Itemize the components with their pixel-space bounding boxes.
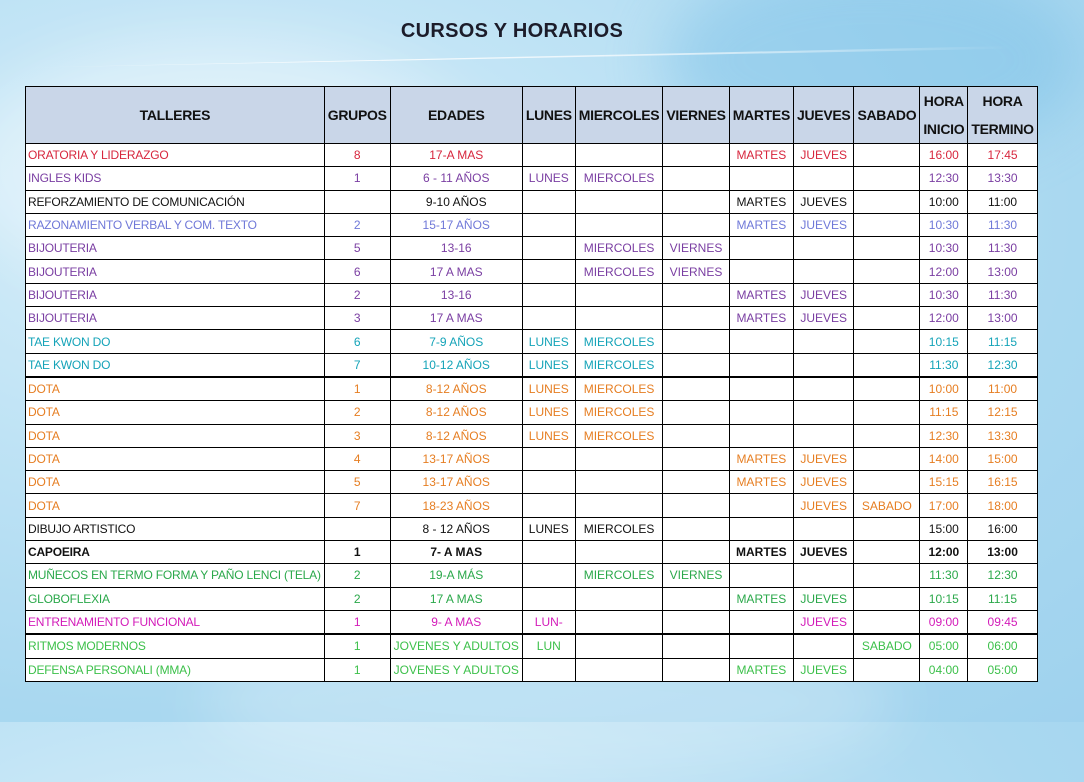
cell-viernes <box>663 471 729 494</box>
cell-taller: MUÑECOS EN TERMO FORMA Y PAÑO LENCI (TELA) <box>26 564 325 587</box>
table-row <box>26 541 1038 564</box>
cell-lunes <box>522 587 575 610</box>
cell-edades: 13-16 <box>390 283 522 306</box>
cell-sabado <box>854 610 920 634</box>
cell-grupo: 8 <box>324 144 390 167</box>
cell-lunes <box>522 564 575 587</box>
cell-sabado <box>854 283 920 306</box>
cell-viernes <box>663 658 729 681</box>
cell-grupo: 2 <box>324 213 390 236</box>
cell-hora-inicio: 12:00 <box>920 541 968 564</box>
cell-martes <box>729 517 793 540</box>
cell-grupo: 3 <box>324 307 390 330</box>
cell-hora-inicio: 10:30 <box>920 237 968 260</box>
cell-edades: 9-10 AÑOS <box>390 190 522 213</box>
cell-hora-termino: 11:15 <box>968 587 1037 610</box>
cell-miercoles <box>575 494 663 517</box>
cell-taller: TAE KWON DO <box>26 330 325 353</box>
cell-martes <box>729 610 793 634</box>
cell-hora-inicio: 10:00 <box>920 190 968 213</box>
cell-sabado <box>854 517 920 540</box>
table-row <box>26 167 1038 190</box>
cell-jueves: JUEVES <box>794 494 854 517</box>
cell-grupo: 1 <box>324 377 390 401</box>
cell-martes: MARTES <box>729 213 793 236</box>
cell-edades: JOVENES Y ADULTOS <box>390 634 522 658</box>
cell-hora-inicio: 10:30 <box>920 213 968 236</box>
cell-sabado <box>854 471 920 494</box>
cell-sabado <box>854 190 920 213</box>
cell-edades: 19-A MÁS <box>390 564 522 587</box>
cell-hora-termino: 11:30 <box>968 213 1037 236</box>
cell-miercoles <box>575 307 663 330</box>
cell-hora-inicio: 12:30 <box>920 167 968 190</box>
cell-jueves <box>794 167 854 190</box>
cell-viernes <box>663 401 729 424</box>
cell-jueves: JUEVES <box>794 447 854 470</box>
cell-hora-termino: 12:30 <box>968 353 1037 377</box>
cell-edades: 9- A MAS <box>390 610 522 634</box>
cell-hora-inicio: 16:00 <box>920 144 968 167</box>
cell-martes: MARTES <box>729 190 793 213</box>
cell-edades: JOVENES Y ADULTOS <box>390 658 522 681</box>
table-row <box>26 353 1038 377</box>
cell-lunes: LUNES <box>522 330 575 353</box>
cell-miercoles: MIERCOLES <box>575 377 663 401</box>
cell-hora-termino: 11:30 <box>968 237 1037 260</box>
cell-viernes <box>663 144 729 167</box>
cell-sabado <box>854 587 920 610</box>
table-row <box>26 283 1038 306</box>
table-row <box>26 447 1038 470</box>
cell-sabado <box>854 564 920 587</box>
cell-martes: MARTES <box>729 587 793 610</box>
cell-jueves: JUEVES <box>794 307 854 330</box>
cell-lunes <box>522 541 575 564</box>
cell-grupo: 2 <box>324 564 390 587</box>
cell-sabado <box>854 658 920 681</box>
cell-taller: BIJOUTERIA <box>26 237 325 260</box>
cell-martes: MARTES <box>729 144 793 167</box>
cell-grupo: 1 <box>324 541 390 564</box>
cell-viernes <box>663 283 729 306</box>
cell-edades: 7- A MAS <box>390 541 522 564</box>
cell-edades: 8 - 12 AÑOS <box>390 517 522 540</box>
cell-miercoles: MIERCOLES <box>575 260 663 283</box>
cell-martes <box>729 377 793 401</box>
cell-jueves <box>794 377 854 401</box>
cell-sabado <box>854 237 920 260</box>
cell-edades: 13-17 AÑOS <box>390 447 522 470</box>
cell-jueves: JUEVES <box>794 144 854 167</box>
cell-grupo: 6 <box>324 260 390 283</box>
cell-viernes <box>663 190 729 213</box>
cell-edades: 17-A MAS <box>390 144 522 167</box>
cell-edades: 17 A MAS <box>390 260 522 283</box>
cell-edades: 17 A MAS <box>390 307 522 330</box>
cell-miercoles <box>575 190 663 213</box>
schedule-table <box>25 86 1038 682</box>
cell-hora-termino: 09:45 <box>968 610 1037 634</box>
cell-viernes <box>663 307 729 330</box>
cell-hora-inicio: 09:00 <box>920 610 968 634</box>
cell-martes <box>729 401 793 424</box>
cell-miercoles: MIERCOLES <box>575 424 663 447</box>
cell-viernes <box>663 634 729 658</box>
table-row <box>26 190 1038 213</box>
table-row <box>26 471 1038 494</box>
table-row <box>26 424 1038 447</box>
cell-taller: BIJOUTERIA <box>26 307 325 330</box>
table-row <box>26 144 1038 167</box>
cell-hora-termino: 11:00 <box>968 190 1037 213</box>
cell-viernes: VIERNES <box>663 237 729 260</box>
header-martes: MARTES <box>729 87 793 144</box>
cell-martes: MARTES <box>729 471 793 494</box>
cell-taller: RAZONAMIENTO VERBAL Y COM. TEXTO <box>26 213 325 236</box>
cell-martes: MARTES <box>729 541 793 564</box>
cell-hora-inicio: 12:00 <box>920 307 968 330</box>
cell-hora-inicio: 04:00 <box>920 658 968 681</box>
cell-taller: RITMOS MODERNOS <box>26 634 325 658</box>
cell-sabado <box>854 167 920 190</box>
cell-martes <box>729 167 793 190</box>
cell-jueves: JUEVES <box>794 541 854 564</box>
schedule-body <box>26 144 1038 682</box>
cell-jueves <box>794 260 854 283</box>
cell-taller: REFORZAMIENTO DE COMUNICACIÓN <box>26 190 325 213</box>
cell-hora-inicio: 11:30 <box>920 564 968 587</box>
cell-sabado: SABADO <box>854 494 920 517</box>
cell-jueves <box>794 517 854 540</box>
table-row <box>26 564 1038 587</box>
cell-miercoles <box>575 447 663 470</box>
table-header-row <box>26 87 1038 144</box>
cell-lunes <box>522 144 575 167</box>
cell-miercoles: MIERCOLES <box>575 401 663 424</box>
cell-lunes <box>522 237 575 260</box>
cell-jueves: JUEVES <box>794 471 854 494</box>
cell-hora-inicio: 14:00 <box>920 447 968 470</box>
cell-miercoles <box>575 283 663 306</box>
cell-lunes <box>522 190 575 213</box>
cell-lunes: LUNES <box>522 377 575 401</box>
cell-hora-termino: 13:30 <box>968 424 1037 447</box>
cell-lunes: LUNES <box>522 517 575 540</box>
header-jueves: JUEVES <box>794 87 854 144</box>
cell-grupo: 2 <box>324 401 390 424</box>
cell-taller: DOTA <box>26 494 325 517</box>
cell-martes <box>729 634 793 658</box>
cell-miercoles <box>575 541 663 564</box>
cell-lunes: LUNES <box>522 401 575 424</box>
cell-hora-termino: 12:30 <box>968 564 1037 587</box>
cell-miercoles <box>575 610 663 634</box>
cell-grupo: 6 <box>324 330 390 353</box>
cell-taller: DEFENSA PERSONALI (MMA) <box>26 658 325 681</box>
cell-grupo <box>324 517 390 540</box>
cell-edades: 8-12 AÑOS <box>390 424 522 447</box>
cell-sabado <box>854 307 920 330</box>
cell-lunes <box>522 307 575 330</box>
cell-sabado <box>854 213 920 236</box>
cell-viernes <box>663 541 729 564</box>
cell-viernes: VIERNES <box>663 564 729 587</box>
cell-miercoles <box>575 587 663 610</box>
header-miercoles: MIERCOLES <box>575 87 663 144</box>
cell-lunes <box>522 494 575 517</box>
cell-lunes <box>522 658 575 681</box>
cell-edades: 10-12 AÑOS <box>390 353 522 377</box>
cell-hora-termino: 13:00 <box>968 541 1037 564</box>
cell-taller: ENTRENAMIENTO FUNCIONAL <box>26 610 325 634</box>
cell-martes: MARTES <box>729 447 793 470</box>
cell-taller: CAPOEIRA <box>26 541 325 564</box>
cell-hora-inicio: 11:30 <box>920 353 968 377</box>
cell-grupo: 3 <box>324 424 390 447</box>
cell-lunes: LUNES <box>522 167 575 190</box>
cell-miercoles: MIERCOLES <box>575 353 663 377</box>
header-hora-inicio: HORA INICIO <box>920 87 968 144</box>
cell-sabado <box>854 541 920 564</box>
cell-hora-termino: 16:15 <box>968 471 1037 494</box>
cell-edades: 13-17 AÑOS <box>390 471 522 494</box>
table-row <box>26 401 1038 424</box>
cell-grupo: 7 <box>324 353 390 377</box>
cell-taller: DOTA <box>26 447 325 470</box>
cell-jueves <box>794 634 854 658</box>
cell-miercoles: MIERCOLES <box>575 330 663 353</box>
cell-hora-inicio: 10:30 <box>920 283 968 306</box>
cell-grupo: 1 <box>324 634 390 658</box>
cell-jueves <box>794 237 854 260</box>
header-talleres: TALLERES <box>26 87 325 144</box>
cell-miercoles <box>575 213 663 236</box>
cell-martes <box>729 564 793 587</box>
cell-hora-termino: 18:00 <box>968 494 1037 517</box>
cell-hora-termino: 16:00 <box>968 517 1037 540</box>
cell-sabado <box>854 330 920 353</box>
cell-hora-termino: 11:00 <box>968 377 1037 401</box>
cell-hora-termino: 13:00 <box>968 307 1037 330</box>
table-row <box>26 587 1038 610</box>
table-row <box>26 610 1038 634</box>
cell-miercoles: MIERCOLES <box>575 564 663 587</box>
cell-edades: 17 A MAS <box>390 587 522 610</box>
cell-hora-inicio: 15:15 <box>920 471 968 494</box>
cell-jueves <box>794 424 854 447</box>
cell-miercoles <box>575 144 663 167</box>
cell-miercoles <box>575 658 663 681</box>
cell-sabado <box>854 260 920 283</box>
cell-hora-inicio: 15:00 <box>920 517 968 540</box>
cell-grupo: 1 <box>324 610 390 634</box>
cell-taller: ORATORIA Y LIDERAZGO <box>26 144 325 167</box>
cell-viernes: VIERNES <box>663 260 729 283</box>
cell-hora-termino: 11:15 <box>968 330 1037 353</box>
table-row <box>26 307 1038 330</box>
table-row <box>26 658 1038 681</box>
cell-hora-termino: 13:30 <box>968 167 1037 190</box>
cell-viernes <box>663 494 729 517</box>
cell-martes <box>729 424 793 447</box>
cell-taller: BIJOUTERIA <box>26 260 325 283</box>
cell-grupo: 7 <box>324 494 390 517</box>
cell-edades: 18-23 AÑOS <box>390 494 522 517</box>
table-row <box>26 634 1038 658</box>
cell-edades: 13-16 <box>390 237 522 260</box>
cell-jueves: JUEVES <box>794 658 854 681</box>
cell-sabado <box>854 401 920 424</box>
cell-taller: INGLES KIDS <box>26 167 325 190</box>
cell-edades: 8-12 AÑOS <box>390 377 522 401</box>
cell-taller: DOTA <box>26 401 325 424</box>
table-row <box>26 237 1038 260</box>
cell-hora-termino: 15:00 <box>968 447 1037 470</box>
cell-grupo: 1 <box>324 658 390 681</box>
cell-lunes <box>522 213 575 236</box>
table-row <box>26 260 1038 283</box>
cell-hora-termino: 11:30 <box>968 283 1037 306</box>
cell-jueves: JUEVES <box>794 610 854 634</box>
cell-viernes <box>663 213 729 236</box>
header-edades: EDADES <box>390 87 522 144</box>
cell-hora-inicio: 12:30 <box>920 424 968 447</box>
page-title: CURSOS Y HORARIOS <box>400 20 624 42</box>
cell-hora-termino: 13:00 <box>968 260 1037 283</box>
header-hora-termino: HORA TERMINO <box>968 87 1037 144</box>
cell-jueves <box>794 353 854 377</box>
cell-sabado <box>854 377 920 401</box>
cell-taller: BIJOUTERIA <box>26 283 325 306</box>
cell-hora-inicio: 11:15 <box>920 401 968 424</box>
cell-lunes: LUNES <box>522 353 575 377</box>
table-row <box>26 494 1038 517</box>
header-lunes: LUNES <box>522 87 575 144</box>
cell-hora-termino: 12:15 <box>968 401 1037 424</box>
header-viernes: VIERNES <box>663 87 729 144</box>
cell-grupo: 5 <box>324 237 390 260</box>
cell-martes: MARTES <box>729 307 793 330</box>
cell-martes: MARTES <box>729 283 793 306</box>
header-grupos: GRUPOS <box>324 87 390 144</box>
cell-taller: DOTA <box>26 424 325 447</box>
cell-grupo: 2 <box>324 587 390 610</box>
cell-viernes <box>663 517 729 540</box>
cell-grupo <box>324 190 390 213</box>
cell-viernes <box>663 167 729 190</box>
cell-edades: 7-9 AÑOS <box>390 330 522 353</box>
cell-hora-inicio: 17:00 <box>920 494 968 517</box>
cell-jueves: JUEVES <box>794 283 854 306</box>
cell-martes: MARTES <box>729 658 793 681</box>
cell-grupo: 1 <box>324 167 390 190</box>
cell-grupo: 5 <box>324 471 390 494</box>
cell-hora-inicio: 10:00 <box>920 377 968 401</box>
cell-viernes <box>663 587 729 610</box>
cell-hora-inicio: 10:15 <box>920 330 968 353</box>
cell-grupo: 4 <box>324 447 390 470</box>
cell-hora-termino: 17:45 <box>968 144 1037 167</box>
cell-sabado <box>854 447 920 470</box>
cell-sabado <box>854 353 920 377</box>
cell-viernes <box>663 377 729 401</box>
cell-sabado <box>854 144 920 167</box>
cell-lunes: LUN- <box>522 610 575 634</box>
cell-edades: 8-12 AÑOS <box>390 401 522 424</box>
cell-viernes <box>663 353 729 377</box>
cell-edades: 15-17 AÑOS <box>390 213 522 236</box>
cell-lunes <box>522 447 575 470</box>
cell-viernes <box>663 447 729 470</box>
cell-martes <box>729 260 793 283</box>
cell-jueves: JUEVES <box>794 213 854 236</box>
cell-martes <box>729 353 793 377</box>
cell-miercoles: MIERCOLES <box>575 167 663 190</box>
cell-lunes <box>522 260 575 283</box>
cell-taller: DIBUJO ARTISTICO <box>26 517 325 540</box>
cell-miercoles: MIERCOLES <box>575 237 663 260</box>
cell-viernes <box>663 330 729 353</box>
cell-hora-inicio: 05:00 <box>920 634 968 658</box>
cell-taller: DOTA <box>26 471 325 494</box>
cell-viernes <box>663 610 729 634</box>
cell-martes <box>729 494 793 517</box>
cell-miercoles: MIERCOLES <box>575 517 663 540</box>
cell-taller: DOTA <box>26 377 325 401</box>
table-row <box>26 330 1038 353</box>
cell-grupo: 2 <box>324 283 390 306</box>
table-row <box>26 517 1038 540</box>
cell-miercoles <box>575 634 663 658</box>
cell-jueves <box>794 564 854 587</box>
header-sabado: SABADO <box>854 87 920 144</box>
cell-sabado: SABADO <box>854 634 920 658</box>
cell-lunes: LUN <box>522 634 575 658</box>
cell-martes <box>729 330 793 353</box>
cell-jueves <box>794 401 854 424</box>
cell-hora-inicio: 10:15 <box>920 587 968 610</box>
cell-jueves <box>794 330 854 353</box>
cell-viernes <box>663 424 729 447</box>
cell-jueves: JUEVES <box>794 587 854 610</box>
cell-taller: GLOBOFLEXIA <box>26 587 325 610</box>
cell-hora-termino: 06:00 <box>968 634 1037 658</box>
cell-edades: 6 - 11 AÑOS <box>390 167 522 190</box>
cell-taller: TAE KWON DO <box>26 353 325 377</box>
cell-miercoles <box>575 471 663 494</box>
cell-hora-termino: 05:00 <box>968 658 1037 681</box>
table-row <box>26 213 1038 236</box>
cell-lunes <box>522 283 575 306</box>
cell-sabado <box>854 424 920 447</box>
cell-hora-inicio: 12:00 <box>920 260 968 283</box>
cell-lunes: LUNES <box>522 424 575 447</box>
cell-martes <box>729 237 793 260</box>
table-row <box>26 377 1038 401</box>
cell-lunes <box>522 471 575 494</box>
cell-jueves: JUEVES <box>794 190 854 213</box>
